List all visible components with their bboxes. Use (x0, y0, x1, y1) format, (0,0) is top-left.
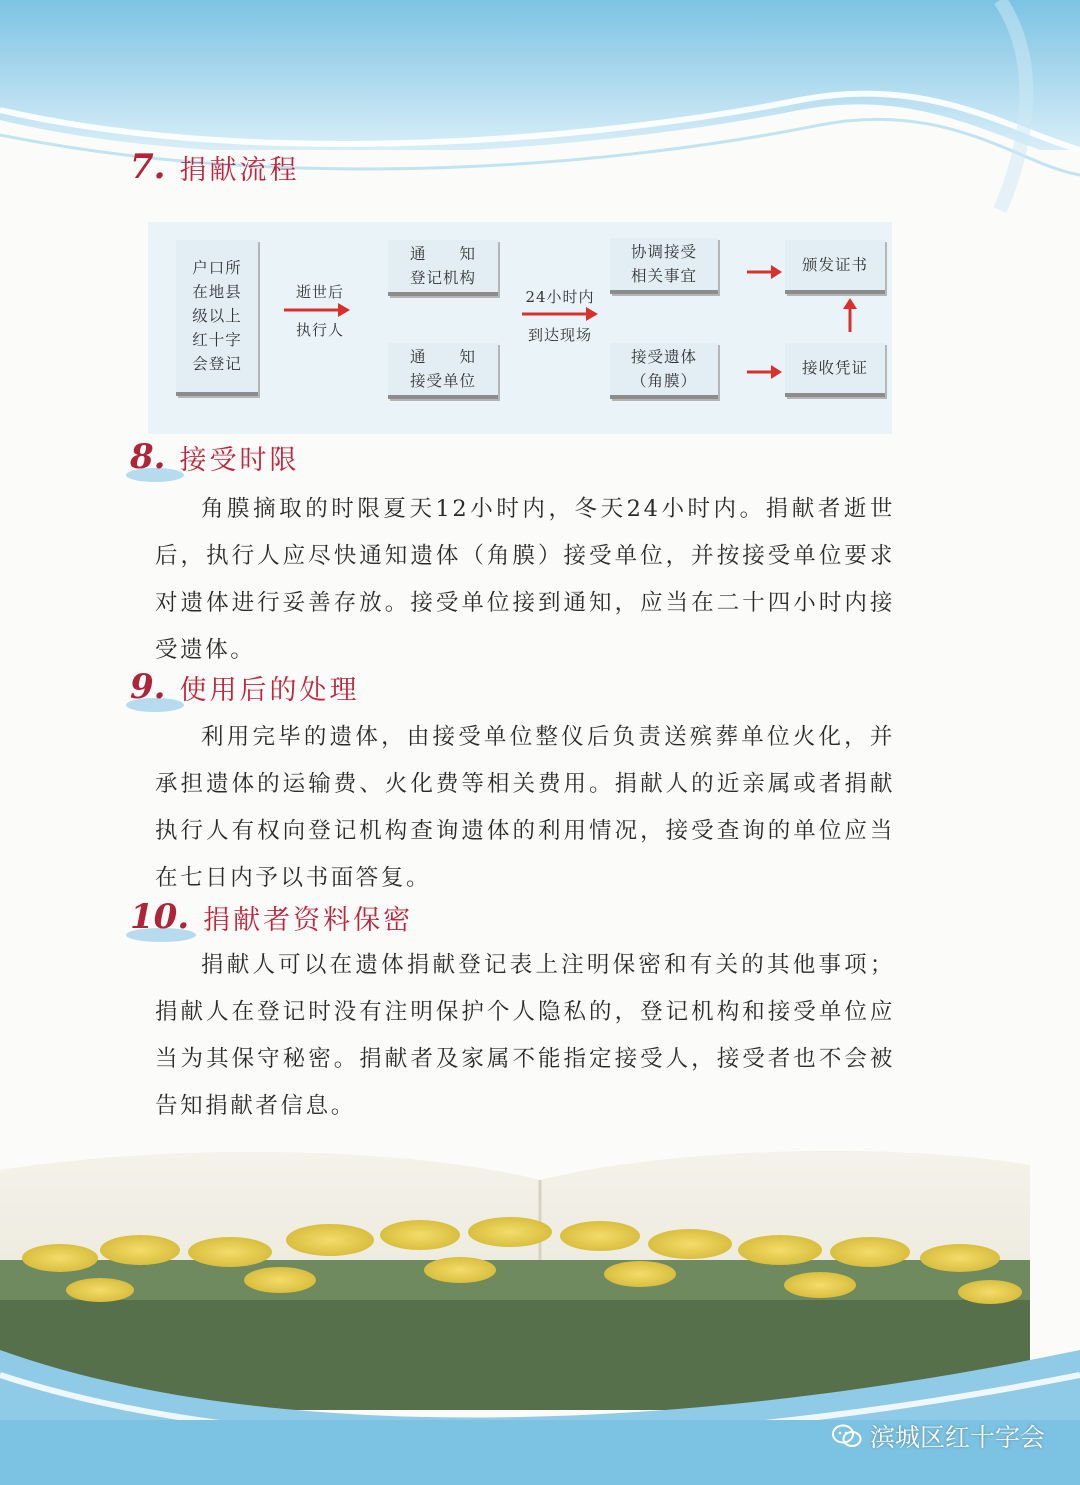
section-8-title: 接受时限 (179, 445, 300, 476)
top-wave-decoration (0, 0, 1080, 230)
section-9-heading (130, 667, 360, 707)
flow-box-notify-registry: 通 知 登记机构 (388, 240, 498, 296)
arrow-up-icon (840, 296, 860, 334)
section-10-body: 捐献人可以在遗体捐献登记表上注明保密和有关的其他事项；捐献人在登记时没有注明保护个人隐私的，登记机构和接受单位应当为其保守秘密。捐献者及家属不能指定接受人，接受者也不会被告知捐献者信息。 (155, 952, 895, 1119)
flow-box-registration: 户口所 在地县 级以上 红十字 会登记 (176, 240, 258, 396)
arrow-right-icon (745, 362, 785, 382)
section-9-body: 利用完毕的遗体，由接受单位整仪后负责送殡葬单位火化，并承担遗体的运输费、火化费等相关费用。捐献人的近亲属或者捐献执行人有权向登记机构查询遗体的利用情况，接受查询的单位应当在七日内予以书面答复。 (155, 724, 895, 891)
section-9-number: 9. (130, 670, 166, 704)
watermark (832, 1418, 1045, 1454)
arrow-right-icon (282, 300, 352, 320)
section-7-heading (130, 147, 300, 187)
flow-box-certificate: 颁发证书 (785, 240, 885, 294)
section-8-number: 8. (130, 440, 166, 474)
wechat-icon (832, 1423, 862, 1449)
section-10-title: 捐献者资料保密 (203, 905, 414, 936)
flow-box-notify-receiver: 通 知 接受单位 (388, 343, 498, 399)
flow-box-receive-body: 接受遗体 （角膜） (610, 343, 718, 399)
section-10-number: 10. (130, 900, 189, 934)
section-8-body: 角膜摘取的时限夏天12小时内，冬天24小时内。捐献者逝世后，执行人应尽快通知遗体（角膜）接受单位，并按接受单位要求对遗体进行妥善存放。接受单位接到通知，应当在二十四小时内接受遗体。 (155, 496, 895, 663)
flow-box-receipt: 接收凭证 (785, 343, 885, 397)
section-10-heading (130, 897, 414, 937)
section-9-title: 使用后的处理 (179, 675, 360, 706)
flow-box-coordinate: 协调接受 相关事宜 (610, 238, 718, 294)
section-8-heading (130, 437, 300, 477)
section-7-number: 7. (130, 150, 166, 184)
flow-label-after-death: 逝世后 执行人 (295, 283, 344, 339)
flow-label-24h: 24小时内 到达现场 (525, 288, 595, 344)
watermark-text: 滨城区红十字会 (869, 1423, 1045, 1452)
section-7-title: 捐献流程 (179, 155, 300, 186)
arrow-right-icon (745, 262, 785, 282)
arrow-right-icon (520, 304, 600, 324)
